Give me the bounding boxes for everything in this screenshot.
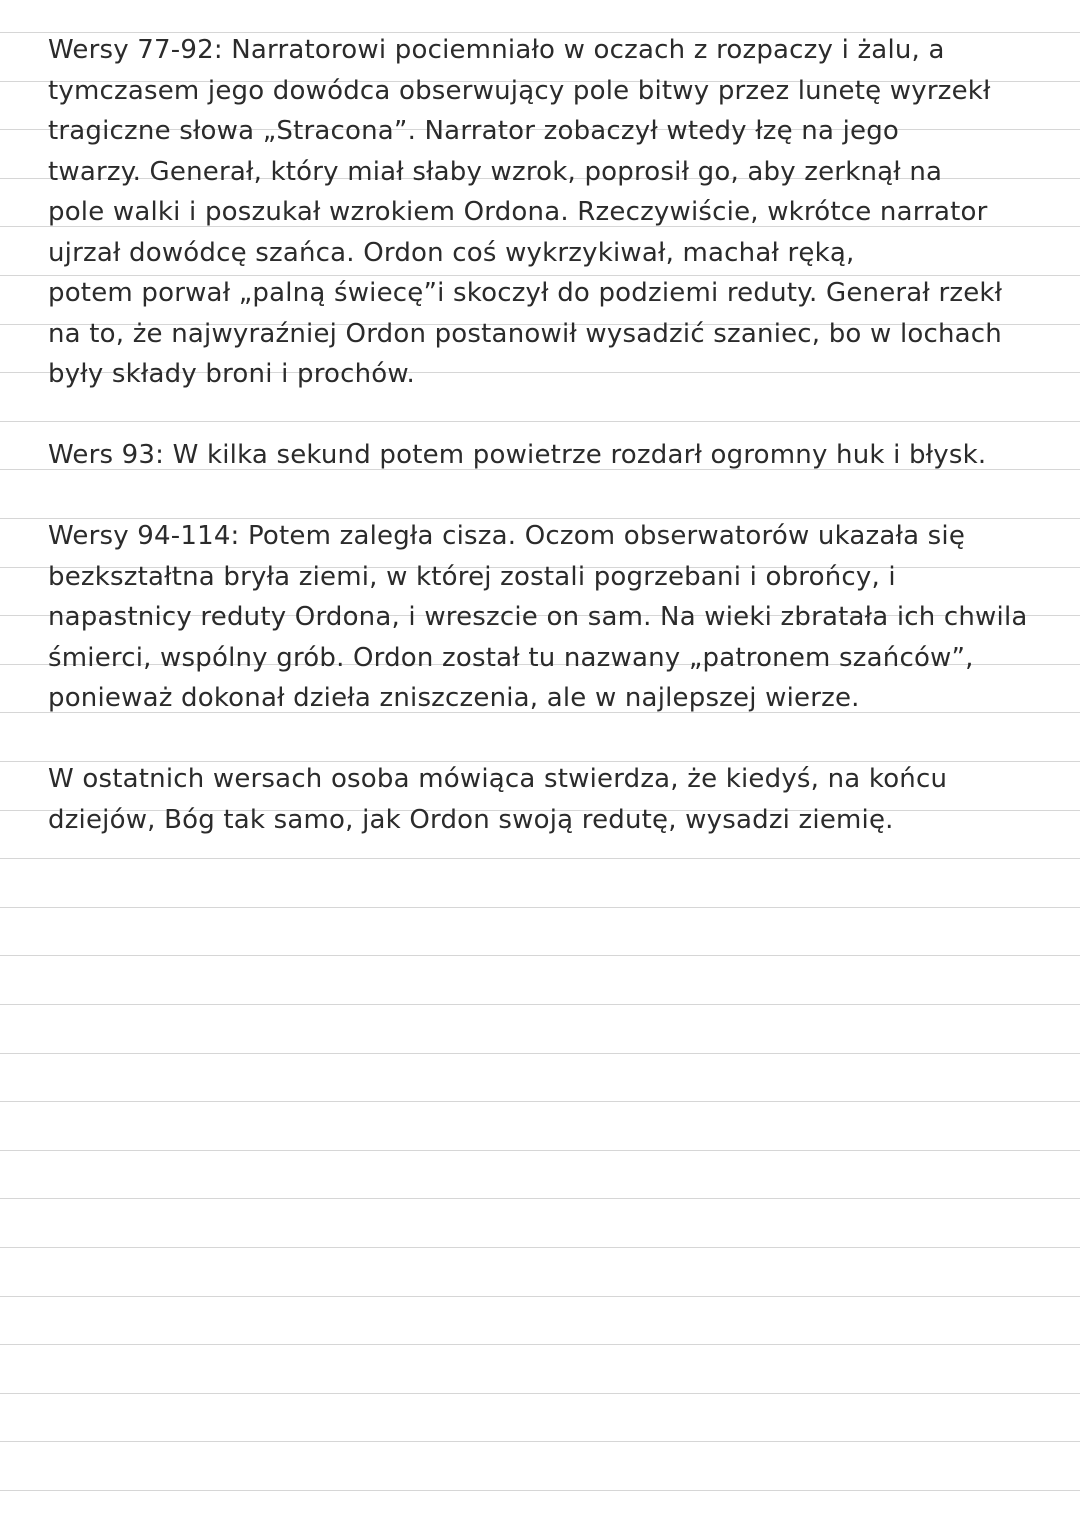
text-line: Wers 93: W kilka sekund potem powietrze rozdarł ogromny huk i błysk.: [48, 440, 987, 470]
rule-line: [0, 1393, 1080, 1394]
rule-line: [0, 1198, 1080, 1199]
text-line: Wersy 94-114: Potem zaległa cisza. Oczom obserwatorów ukazała się: [48, 521, 966, 551]
rule-line: [0, 1490, 1080, 1491]
text-line: twarzy. Generał, który miał słaby wzrok, poprosił go, aby zerknął na: [48, 157, 943, 187]
rule-line: [0, 421, 1080, 422]
text-line: potem porwał „palną świecę”i skoczył do podziemi reduty. Generał rzekł: [48, 278, 1003, 308]
rule-line: [0, 1441, 1080, 1442]
text-line: bezkształtna bryła ziemi, w której zostali pogrzebani i obrońcy, i: [48, 562, 896, 592]
text-line: ponieważ dokonał dzieła zniszczenia, ale w najlepszej wierze.: [48, 683, 860, 713]
rule-line: [0, 858, 1080, 859]
text-line: pole walki i poszukał wzrokiem Ordona. Rzeczywiście, wkrótce narrator: [48, 197, 988, 227]
text-line: dziejów, Bóg tak samo, jak Ordon swoją redutę, wysadzi ziemię.: [48, 805, 894, 835]
text-line: W ostatnich wersach osoba mówiąca stwierdza, że kiedyś, na końcu: [48, 764, 948, 794]
rule-line: [0, 955, 1080, 956]
rule-line: [0, 1344, 1080, 1345]
rule-line: [0, 1296, 1080, 1297]
rule-line: [0, 1247, 1080, 1248]
text-line: na to, że najwyraźniej Ordon postanowił wysadzić szaniec, bo w lochach: [48, 319, 1002, 349]
rule-line: [0, 1004, 1080, 1005]
rule-line: [0, 1053, 1080, 1054]
text-line: tragiczne słowa „Stracona”. Narrator zobaczył wtedy łzę na jego: [48, 116, 900, 146]
text-line: były składy broni i prochów.: [48, 359, 415, 389]
rule-line: [0, 1150, 1080, 1151]
rule-line: [0, 907, 1080, 908]
text-line: ujrzał dowódcę szańca. Ordon coś wykrzykiwał, machał ręką,: [48, 238, 855, 268]
text-line: napastnicy reduty Ordona, i wreszcie on sam. Na wieki zbratała ich chwila: [48, 602, 1028, 632]
text-line: Wersy 77-92: Narratorowi pociemniało w oczach z rozpaczy i żalu, a: [48, 35, 945, 65]
text-line: śmierci, wspólny grób. Ordon został tu nazwany „patronem szańców”,: [48, 643, 974, 673]
rule-line: [0, 1101, 1080, 1102]
text-line: tymczasem jego dowódca obserwujący pole bitwy przez lunetę wyrzekł: [48, 76, 991, 106]
